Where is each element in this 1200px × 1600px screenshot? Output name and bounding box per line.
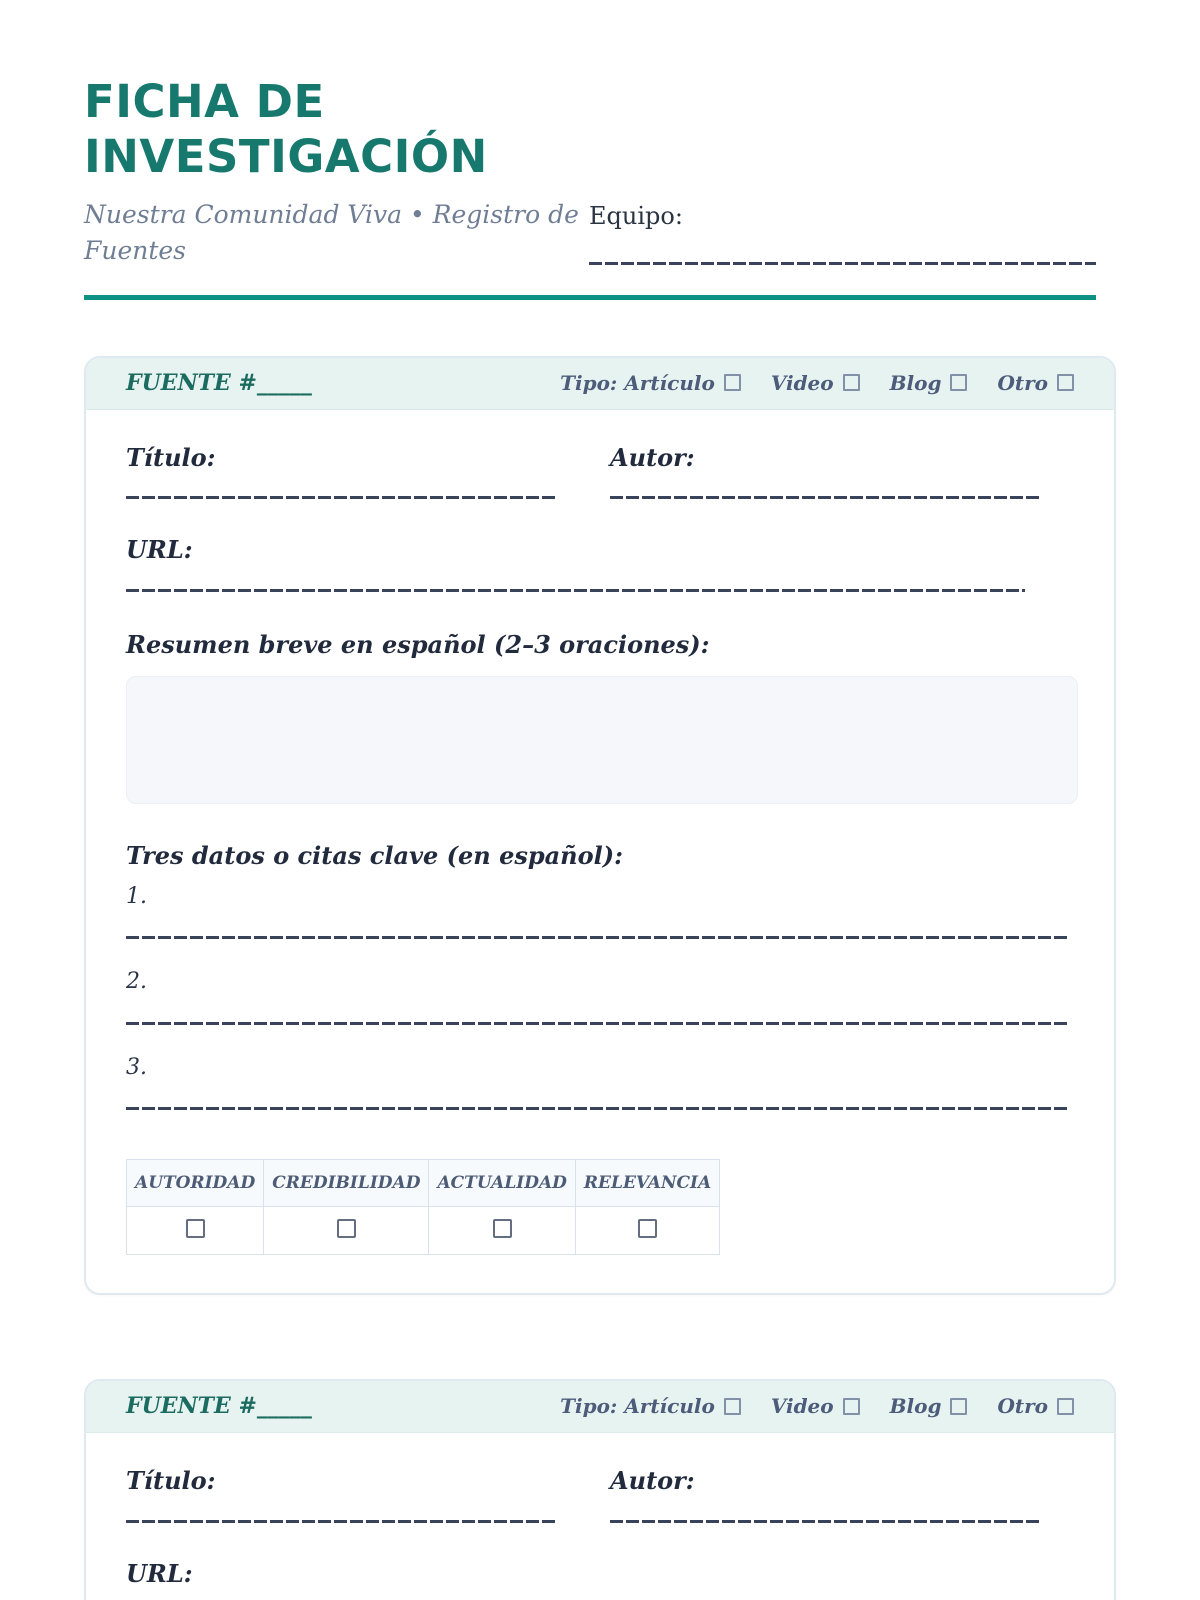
dato-number-2: 2. [126, 969, 147, 995]
tipo-option-articulo-label: Artículo [624, 370, 715, 395]
autor-field [610, 444, 1042, 500]
fuente-number-label: FUENTE #_____ [126, 1393, 312, 1420]
criteria-header-autoridad: AUTORIDAD [127, 1160, 264, 1207]
dato-number-1: 1. [126, 883, 147, 909]
autor-label: Autor: [610, 1466, 695, 1496]
titulo-blank-line[interactable] [126, 1520, 558, 1523]
criteria-header-relevancia: RELEVANCIA [575, 1160, 719, 1207]
tipo-option-otro [997, 1394, 1074, 1418]
tipo-option-blog-label: Blog [889, 370, 942, 395]
document-header [84, 74, 1116, 269]
tipo-option-blog [890, 1394, 968, 1418]
url-field [126, 536, 1074, 592]
tipo-articulo-checkbox[interactable] [724, 374, 741, 391]
tipo-articulo-checkbox[interactable] [724, 1398, 741, 1415]
tipo-option-video [771, 1394, 860, 1418]
equipo-block [589, 74, 1116, 269]
fuente-card-body [86, 1433, 1114, 1600]
tipo-option-video-label: Video [770, 1394, 834, 1419]
autor-label: Autor: [610, 442, 695, 472]
tipo-option-video [771, 371, 860, 395]
resumen-field [126, 631, 1074, 804]
credibilidad-checkbox[interactable] [337, 1219, 356, 1238]
tipo-option-blog-label: Blog [889, 1394, 942, 1419]
tipo-option-articulo [560, 1394, 741, 1418]
autor-blank-line[interactable] [610, 1520, 1042, 1523]
url-label: URL: [126, 1558, 193, 1588]
equipo-blank-line[interactable] [589, 262, 1096, 265]
dato-blank-line-1[interactable] [126, 936, 1067, 939]
tipo-video-checkbox[interactable] [843, 374, 860, 391]
url-field [126, 1560, 1074, 1600]
tipo-options [560, 371, 1074, 395]
page-title: FICHA DE INVESTIGACIÓN [84, 75, 488, 184]
fuente-card-1 [84, 356, 1116, 1295]
fuente-card-header [86, 1381, 1114, 1433]
criteria-header-actualidad: ACTUALIDAD [429, 1160, 575, 1207]
criteria-header-credibilidad: CREDIBILIDAD [264, 1160, 429, 1207]
autor-field [610, 1467, 1042, 1523]
fuente-number-label: FUENTE #_____ [126, 369, 312, 396]
dato-number-3: 3. [126, 1054, 147, 1080]
criteria-table [126, 1159, 720, 1255]
url-label: URL: [126, 535, 193, 565]
tipo-option-blog [890, 371, 968, 395]
title-block [84, 74, 589, 269]
header-divider [84, 295, 1096, 300]
titulo-label: Título: [126, 1466, 216, 1496]
tipo-option-articulo-label: Artículo [624, 1394, 715, 1419]
datos-label: Tres datos o citas clave (en español): [126, 841, 623, 871]
tipo-option-video-label: Video [770, 370, 834, 395]
tipo-otro-checkbox[interactable] [1057, 1398, 1074, 1415]
tipo-label: Tipo: [560, 1394, 618, 1419]
titulo-field [126, 444, 558, 500]
criteria-cell-relevancia [575, 1207, 719, 1255]
dato-blank-line-3[interactable] [126, 1107, 1067, 1110]
titulo-label: Título: [126, 442, 216, 472]
tipo-option-otro-label: Otro [997, 370, 1048, 395]
tipo-option-otro-label: Otro [997, 1394, 1048, 1419]
titulo-field [126, 1467, 558, 1523]
tipo-blog-checkbox[interactable] [950, 374, 967, 391]
fuente-card-2 [84, 1379, 1116, 1600]
dato-blank-line-2[interactable] [126, 1022, 1067, 1025]
criteria-cell-actualidad [429, 1207, 575, 1255]
url-blank-line[interactable] [126, 589, 1025, 592]
tipo-label: Tipo: [560, 370, 618, 395]
relevancia-checkbox[interactable] [638, 1219, 657, 1238]
resumen-label: Resumen breve en español (2–3 oraciones): [126, 630, 710, 660]
equipo-label: Equipo: [589, 202, 683, 230]
resumen-textarea[interactable] [126, 676, 1078, 804]
actualidad-checkbox[interactable] [493, 1219, 512, 1238]
tipo-blog-checkbox[interactable] [950, 1398, 967, 1415]
autor-blank-line[interactable] [610, 496, 1042, 499]
tipo-video-checkbox[interactable] [843, 1398, 860, 1415]
page-subtitle: Nuestra Comunidad Viva • Registro de Fuentes [84, 199, 579, 265]
autoridad-checkbox[interactable] [186, 1219, 205, 1238]
titulo-blank-line[interactable] [126, 496, 558, 499]
criteria-cell-credibilidad [264, 1207, 429, 1255]
criteria-cell-autoridad [127, 1207, 264, 1255]
datos-field [126, 842, 1074, 1110]
fuente-card-header [86, 358, 1114, 410]
tipo-otro-checkbox[interactable] [1057, 374, 1074, 391]
tipo-option-otro [997, 371, 1074, 395]
tipo-option-articulo [560, 371, 741, 395]
criteria-header-row [127, 1160, 720, 1207]
fuente-card-body [86, 410, 1114, 1293]
criteria-checkbox-row [127, 1207, 720, 1255]
tipo-options [560, 1394, 1074, 1418]
